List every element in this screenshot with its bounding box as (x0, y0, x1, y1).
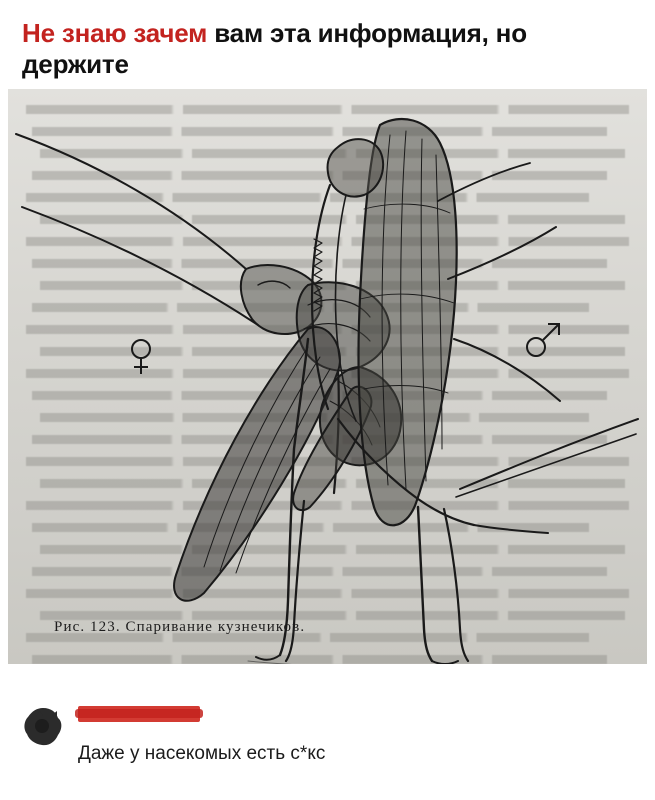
headline-accent: Не знаю зачем (22, 18, 208, 48)
female-symbol-circle (132, 340, 150, 358)
page-title (0, 0, 655, 85)
avatar-icon (22, 706, 64, 748)
comment-body (78, 702, 633, 800)
avatar[interactable] (22, 706, 64, 748)
redacted-username (78, 706, 200, 722)
grasshopper-illustration (8, 89, 647, 664)
male-symbol-circle (527, 338, 545, 356)
book-scan-image (8, 89, 647, 664)
comment-block (0, 692, 655, 800)
figure-caption: Рис. 123. Спаривание кузнечиков. (54, 619, 306, 636)
headline-rest: вам эта информация, но держите (22, 18, 527, 79)
comment-text: Даже у насекомых есть с*кс (78, 743, 326, 764)
